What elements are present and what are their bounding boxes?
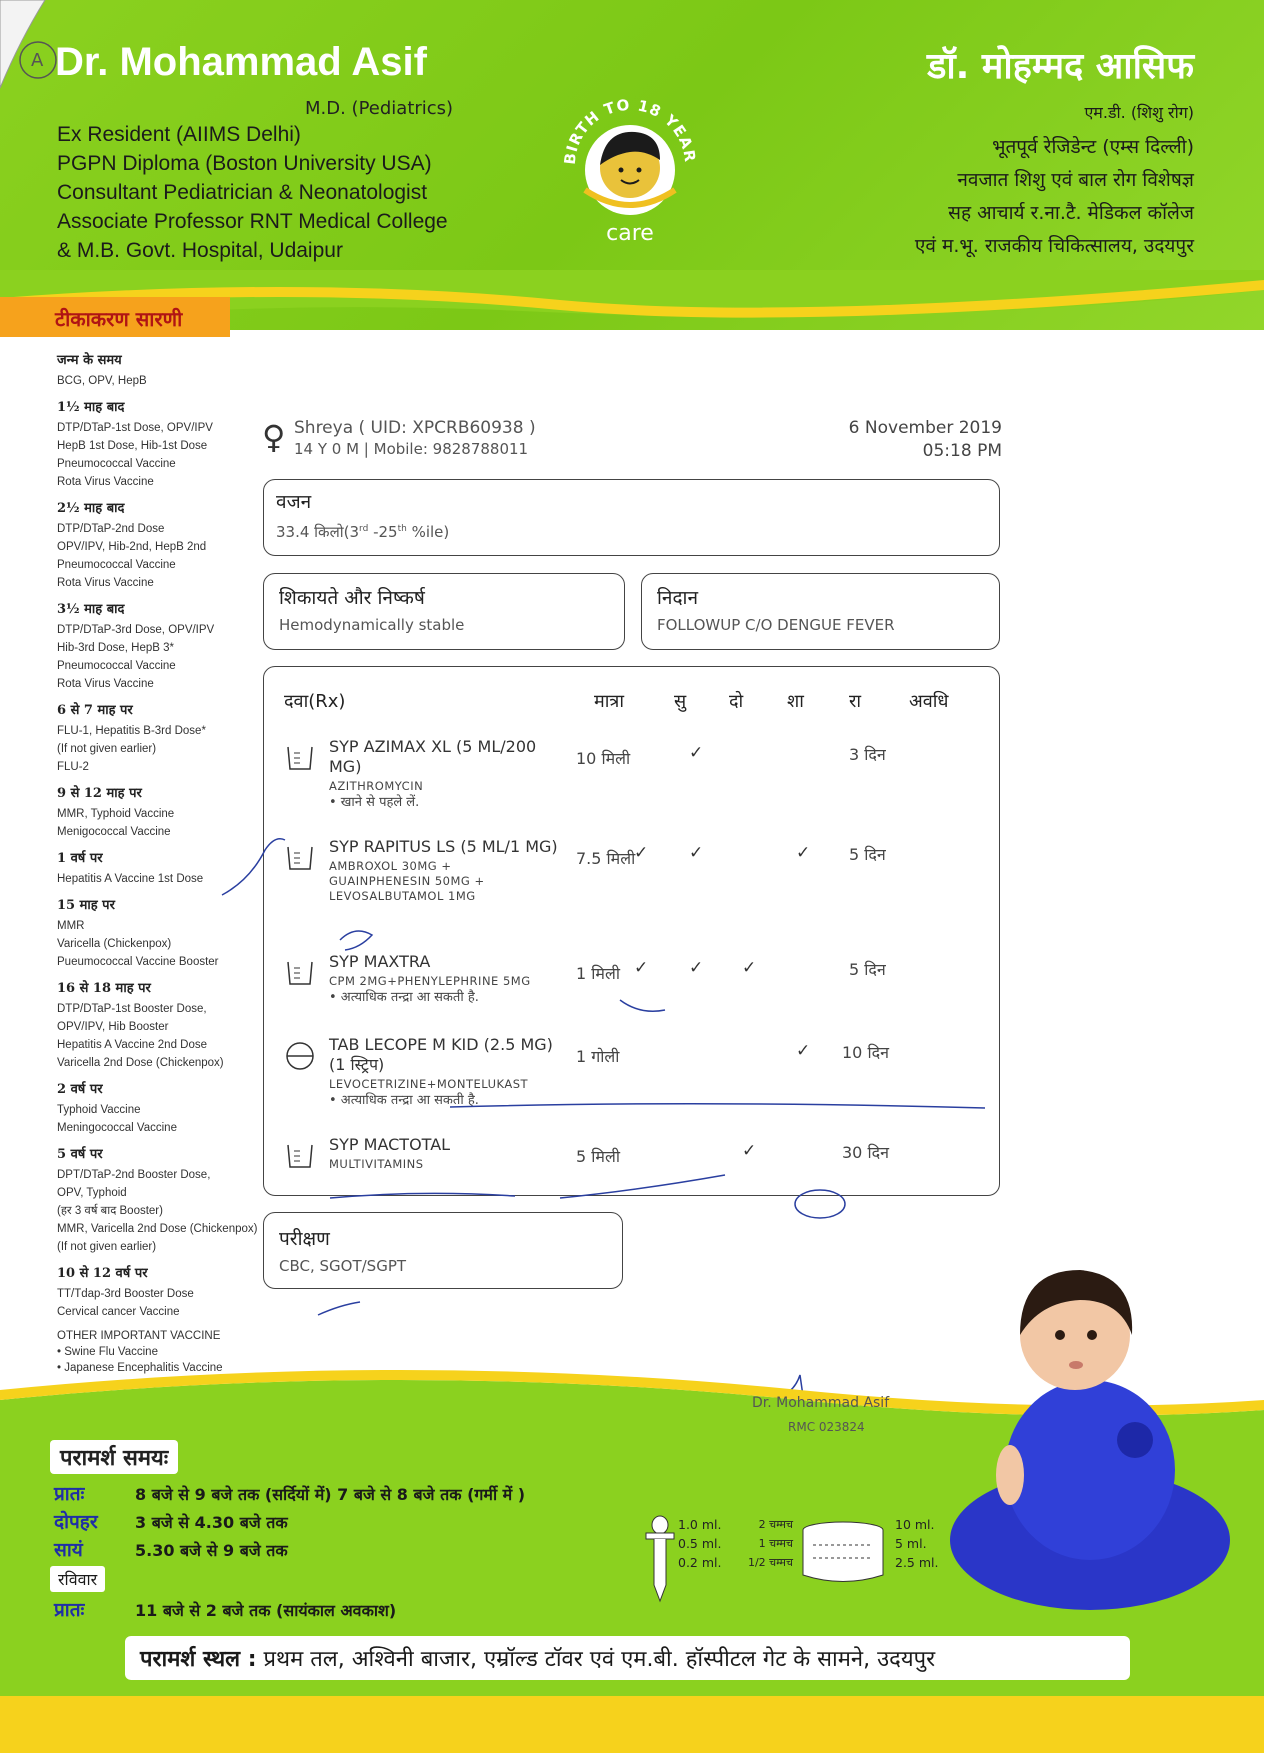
drug-name: SYP RAPITUS LS (5 ML/1 MG) AMBROXOL 30MG + GUAINPHENESIN 50MG + LEVOSALBUTAMOL 1MG <box>329 837 558 903</box>
drug-composition: AMBROXOL 30MG + GUAINPHENESIN 50MG + LEVOSALBUTAMOL 1MG <box>329 859 485 903</box>
drug-dose: 7.5 मिली <box>576 849 636 868</box>
consultation-title: परामर्श समयः <box>50 1440 178 1474</box>
vaccine-item: MMR, Varicella 2nd Dose (Chickenpox) <box>57 1223 258 1235</box>
vaccine-item: Hepatitis A Vaccine 1st Dose <box>57 873 204 885</box>
vaccine-item: HepB 1st Dose, Hib-1st Dose <box>57 440 208 452</box>
drug-composition: AZITHROMYCIN <box>329 779 424 793</box>
weight-title: वजन <box>276 491 312 513</box>
drug-dose: 10 मिली <box>576 749 631 768</box>
drug-composition: LEVOCETRIZINE+MONTELUKAST <box>329 1077 529 1091</box>
other-vaccine-item: • Swine Flu Vaccine <box>57 1346 158 1358</box>
visit-date: 6 November 2019 <box>848 418 1002 438</box>
credential-line: Ex Resident (AIIMS Delhi) <box>57 123 301 146</box>
doctor-rmc-number: RMC 023824 <box>788 1420 865 1434</box>
complaints-title: शिकायते और निष्कर्ष <box>279 587 425 609</box>
credential-line-hi: भूतपूर्व रेजिडेन्ट (एम्स दिल्ली) <box>992 136 1194 158</box>
vaccine-item: DTP/DTaP-1st Booster Dose, <box>57 1003 207 1015</box>
consultation-timings <box>50 1440 630 1622</box>
vaccine-group <box>57 350 267 390</box>
vaccination-schedule-title: टीकाकरण सारणी <box>0 297 230 337</box>
tablet-icon <box>284 1041 316 1071</box>
drug-duration: 10 दिन <box>842 1043 889 1062</box>
vaccine-item: OPV, Typhoid <box>57 1187 127 1199</box>
vaccine-item: TT/Tdap-3rd Booster Dose <box>57 1288 194 1300</box>
tests-value: CBC, SGOT/SGPT <box>279 1257 407 1275</box>
vaccine-item: BCG, OPV, HepB <box>57 375 147 387</box>
timing-label: दोपहर <box>54 1511 98 1533</box>
measuring-cup-icon <box>798 1520 888 1585</box>
vaccine-age: 15 माह पर <box>57 898 115 913</box>
vaccine-item: DTP/DTaP-1st Dose, OPV/IPV <box>57 422 213 434</box>
diagnosis-box <box>641 573 1000 650</box>
credential-line-hi: सह आचार्य र.ना.टै. मेडिकल कॉलेज <box>948 202 1194 224</box>
timing-row <box>50 1508 630 1534</box>
vaccine-group <box>57 978 267 1072</box>
vaccine-item: OPV/IPV, Hib Booster <box>57 1021 169 1033</box>
credential-line: Consultant Pediatrician & Neonatologist <box>57 181 428 204</box>
doctor-signature-name: Dr. Mohammad Asif <box>752 1395 890 1411</box>
vaccine-item: Varicella (Chickenpox) <box>57 938 172 950</box>
doctor-name-hi: डॉ. मोहम्मद आसिफ <box>927 46 1194 87</box>
vaccine-item: Cervical cancer Vaccine <box>57 1306 180 1318</box>
vaccine-item: Pueumococcal Vaccine Booster <box>57 956 219 968</box>
svg-text:A: A <box>31 50 44 71</box>
vaccine-item: Pneumococcal Vaccine <box>57 458 176 470</box>
vaccine-age: 6 से 7 माह पर <box>57 703 133 718</box>
tick-evening: ✓ <box>742 1141 757 1161</box>
vaccine-age: 10 से 12 वर्ष पर <box>57 1266 148 1281</box>
drug-composition: CPM 2MG+PHENYLEPHRINE 5MG <box>329 974 531 988</box>
drug-note: • अत्याधिक तन्द्रा आ सकती है. <box>329 990 479 1005</box>
timing-text: 8 बजे से 9 बजे तक (सर्दियों में) 7 बजे से 8 बजे तक (गर्मी में ) <box>135 1485 526 1504</box>
birth-to-18-logo <box>555 70 705 250</box>
vaccine-age: 16 से 18 माह पर <box>57 981 151 996</box>
credential-line-hi: एवं म.भू. राजकीय चिकित्सालय, उदयपुर <box>914 235 1194 257</box>
timing-row <box>50 1536 630 1562</box>
drug-dose: 5 मिली <box>576 1147 620 1166</box>
patient-name: Shreya ( UID: XPCRB60938 ) <box>294 418 536 438</box>
logo-care-text: care <box>606 221 654 246</box>
vaccine-group <box>57 599 267 693</box>
timing-label: सायं <box>54 1539 83 1561</box>
vaccine-item: Varicella 2nd Dose (Chickenpox) <box>57 1057 224 1069</box>
vaccine-item: Menigococcal Vaccine <box>57 826 171 838</box>
tests-box <box>263 1212 623 1289</box>
address-label: परामर्श स्थल : <box>140 1647 257 1672</box>
vaccine-age: 1 वर्ष पर <box>57 851 103 866</box>
drug-name: SYP MAXTRA CPM 2MG+PHENYLEPHRINE 5MG • अत्याधिक तन्द्रा आ सकती है. <box>329 952 559 1006</box>
vaccine-group <box>57 1263 267 1321</box>
rx-header-night: रा <box>849 691 862 712</box>
baby-photo <box>920 1240 1240 1610</box>
address-text: प्रथम तल, अश्विनी बाजार, एम्रॉल्ड टॉवर एवं एम.बी. हॉस्पीटल गेट के सामने, उदयपुर <box>263 1647 936 1672</box>
timing-row <box>50 1596 630 1622</box>
vaccine-item: (If not given earlier) <box>57 743 157 755</box>
vaccine-group <box>57 700 267 776</box>
patient-meta: 14 Y 0 M | Mobile: 9828788011 <box>294 440 529 458</box>
vaccine-group <box>57 1144 267 1256</box>
vaccine-age: 2½ माह बाद <box>57 501 125 516</box>
doctor-degree-hi: एम.डी. (शिशु रोग) <box>1084 103 1194 122</box>
cup-values: 10 ml. 5 ml. 2.5 ml. <box>895 1517 939 1570</box>
doctor-english-block <box>55 40 454 262</box>
tick-evening: ✓ <box>742 958 757 978</box>
vaccine-item: (If not given earlier) <box>57 1241 157 1253</box>
logo-arc-text: BIRTH TO 18 YEAR <box>560 95 700 166</box>
doctor-name-en: Dr. Mohammad Asif <box>55 40 427 84</box>
rx-header-dose: मात्रा <box>594 691 625 712</box>
vaccine-item: MMR <box>57 920 85 932</box>
timing-text: 5.30 बजे से 9 बजे तक <box>135 1541 288 1560</box>
patient-info <box>262 418 1002 468</box>
vaccine-item: DTP/DTaP-3rd Dose, OPV/IPV <box>57 624 215 636</box>
vaccine-group <box>57 1079 267 1137</box>
clinic-address <box>125 1636 1130 1680</box>
drug-dose: 1 गोली <box>576 1047 620 1066</box>
syrup-icon <box>284 1141 316 1171</box>
dropper-icon <box>640 1515 680 1605</box>
vaccine-item: (हर 3 वर्ष बाद Booster) <box>57 1205 163 1217</box>
timing-row <box>50 1480 630 1506</box>
tick-night: ✓ <box>796 1041 811 1061</box>
drug-note: • खाने से पहले लें. <box>329 795 420 810</box>
doctor-degree-en: M.D. (Pediatrics) <box>305 98 454 119</box>
tick-afternoon: ✓ <box>689 843 704 863</box>
doctor-credentials-en <box>57 120 497 265</box>
vaccine-age: 1½ माह बाद <box>57 400 125 415</box>
diagnosis-title: निदान <box>657 587 699 609</box>
vaccine-item: Typhoid Vaccine <box>57 1104 141 1116</box>
rx-drug-row <box>284 1035 984 1108</box>
drug-duration: 5 दिन <box>849 845 886 864</box>
sunday-tag: रविवार <box>50 1566 105 1592</box>
drug-name: TAB LECOPE M KID (2.5 MG) (1 स्ट्रिप) LEVOCETRIZINE+MONTELUKAST • अत्याधिक तन्द्रा आ सकती है. <box>329 1035 559 1109</box>
vaccine-item: Rota Virus Vaccine <box>57 678 154 690</box>
complaints-value: Hemodynamically stable <box>279 616 465 634</box>
page-corner-fold <box>0 0 60 90</box>
rx-header-duration: अवधि <box>909 691 949 712</box>
vaccine-group <box>57 397 267 491</box>
vaccine-item: FLU-1, Hepatitis B-3rd Dose* <box>57 725 206 737</box>
drug-dose: 1 मिली <box>576 964 620 983</box>
rx-header-morning: सु <box>674 691 687 712</box>
rx-drug-row <box>284 1135 984 1180</box>
rx-header-afternoon: दो <box>729 691 744 712</box>
dropper-values: 1.0 ml. 0.5 ml. 0.2 ml. <box>678 1517 722 1570</box>
vaccine-item: Hepatitis A Vaccine 2nd Dose <box>57 1039 208 1051</box>
vaccine-item: FLU-2 <box>57 761 89 773</box>
female-gender-icon: ♀ <box>262 418 286 456</box>
other-vaccine-item: • Japanese Encephalitis Vaccine <box>57 1362 223 1374</box>
spoon-values: 2 चम्मच 1 चम्मच 1/2 चम्मच <box>747 1518 793 1569</box>
vaccine-item: Rota Virus Vaccine <box>57 577 154 589</box>
timing-label: प्रातः <box>54 1599 85 1621</box>
vaccine-age: जन्म के समय <box>57 353 122 368</box>
vaccine-item: Pneumococcal Vaccine <box>57 660 176 672</box>
credential-line: & M.B. Govt. Hospital, Udaipur <box>57 239 343 262</box>
tick-morning: ✓ <box>634 843 649 863</box>
tests-title: परीक्षण <box>279 1228 330 1250</box>
vaccine-group <box>57 498 267 592</box>
other-vaccines-title: OTHER IMPORTANT VACCINE <box>57 1330 221 1342</box>
drug-duration: 5 दिन <box>849 960 886 979</box>
tick-night: ✓ <box>796 843 811 863</box>
weight-value: 33.4 किलो(3rd -25th %ile) <box>276 523 450 541</box>
drug-duration: 3 दिन <box>849 745 886 764</box>
prescription-box <box>263 666 1000 1196</box>
tick-afternoon: ✓ <box>689 958 704 978</box>
syrup-icon <box>284 843 316 873</box>
rx-drug-row <box>284 837 984 927</box>
weight-box <box>263 479 1000 556</box>
drug-name: SYP MACTOTAL MULTIVITAMINS <box>329 1135 559 1172</box>
rx-drug-row <box>284 737 984 817</box>
vaccine-item: DTP/DTaP-2nd Dose <box>57 523 165 535</box>
vaccine-group <box>57 895 267 971</box>
vaccine-item: MMR, Typhoid Vaccine <box>57 808 175 820</box>
syrup-icon <box>284 743 316 773</box>
vaccine-age: 9 से 12 माह पर <box>57 786 142 801</box>
vaccine-item: Meningococcal Vaccine <box>57 1122 177 1134</box>
vaccine-age: 5 वर्ष पर <box>57 1147 103 1162</box>
vaccine-item: Pneumococcal Vaccine <box>57 559 176 571</box>
vaccine-item: OPV/IPV, Hib-2nd, HepB 2nd <box>57 541 207 553</box>
credential-line-hi: नवजात शिशु एवं बाल रोग विशेषज्ञ <box>957 169 1194 191</box>
vaccine-item: DPT/DTaP-2nd Booster Dose, <box>57 1169 211 1181</box>
vaccination-schedule <box>57 350 267 1376</box>
tick-morning: ✓ <box>634 958 649 978</box>
visit-time: 05:18 PM <box>922 441 1002 461</box>
vaccine-age: 3½ माह बाद <box>57 602 125 617</box>
vaccine-group <box>57 848 267 888</box>
drug-composition: MULTIVITAMINS <box>329 1157 424 1171</box>
vaccine-item: Hib-3rd Dose, HepB 3* <box>57 642 174 654</box>
credential-line: PGPN Diploma (Boston University USA) <box>57 152 432 175</box>
timing-text: 3 बजे से 4.30 बजे तक <box>135 1513 288 1532</box>
measurement-guide <box>640 1515 960 1605</box>
credential-line: Associate Professor RNT Medical College <box>57 210 448 233</box>
rx-header-evening: शा <box>787 691 804 712</box>
doctor-credentials-hi <box>774 131 1194 263</box>
tick-afternoon: ✓ <box>689 743 704 763</box>
drug-name: SYP AZIMAX XL (5 ML/200 MG) AZITHROMYCIN • खाने से पहले लें. <box>329 737 559 811</box>
diagnosis-value: FOLLOWUP C/O DENGUE FEVER <box>657 616 895 634</box>
drug-duration: 30 दिन <box>842 1143 889 1162</box>
drug-note: • अत्याधिक तन्द्रा आ सकती है. <box>329 1093 479 1108</box>
vaccine-age: 2 वर्ष पर <box>57 1082 103 1097</box>
timing-label: प्रातः <box>54 1483 85 1505</box>
doctor-hindi-block <box>774 40 1194 263</box>
rx-drug-row <box>284 952 984 1012</box>
vaccine-group <box>57 783 267 841</box>
timing-text: 11 बजे से 2 बजे तक (सायंकाल अवकाश) <box>135 1601 397 1620</box>
complaints-box <box>263 573 625 650</box>
rx-header-drug: दवा(Rx) <box>284 691 346 712</box>
syrup-icon <box>284 958 316 988</box>
vaccine-item: Rota Virus Vaccine <box>57 476 154 488</box>
